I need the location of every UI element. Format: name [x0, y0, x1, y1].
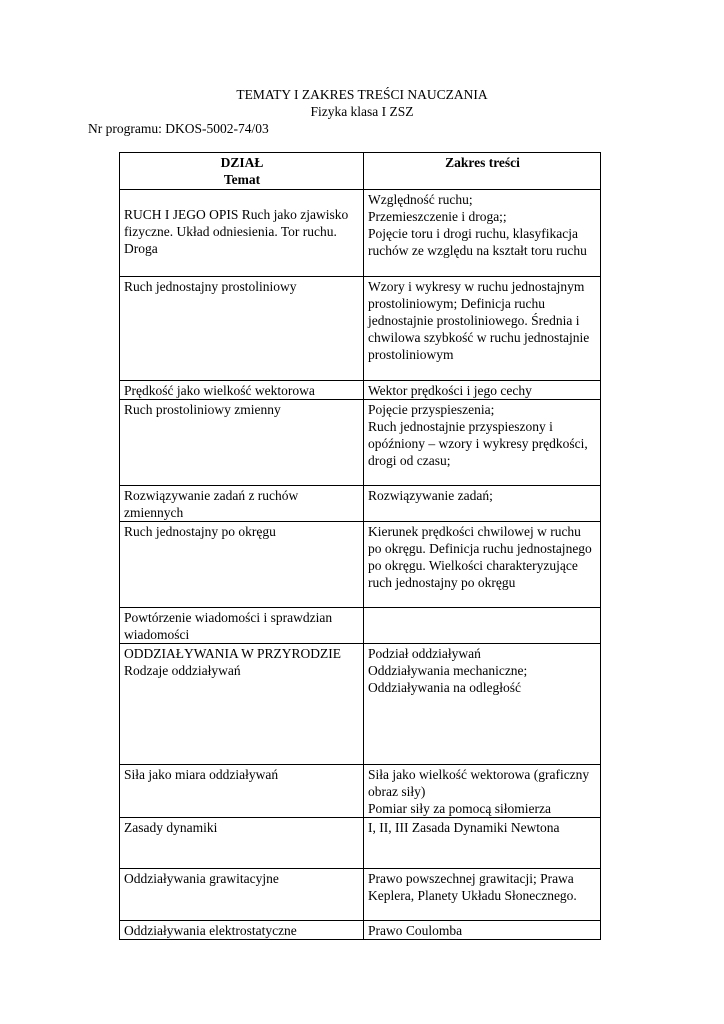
- table-row: [120, 921, 601, 940]
- zakres-cell: Wzory i wykresy w ruchu jednostajnym prostoliniowym; Definicja ruchu jednostajnie prostoliniowego. Średnia i chwilowa szybkość w ruchu jednostajnie prostoliniowym: [364, 277, 601, 381]
- zakres-cell: Rozwiązywanie zadań;: [364, 486, 601, 522]
- table-row: [120, 522, 601, 608]
- temat-cell: Siła jako miara oddziaływań: [120, 765, 364, 818]
- table-row: [120, 381, 601, 400]
- table-row: [120, 400, 601, 486]
- temat-cell: Zasady dynamiki: [120, 818, 364, 869]
- temat-cell: Oddziaływania elektrostatyczne: [120, 921, 364, 940]
- zakres-cell: Siła jako wielkość wektorowa (graficzny obraz siły) Pomiar siły za pomocą siłomierza: [364, 765, 601, 818]
- temat-cell: ODDZIAŁYWANIA W PRZYRODZIE Rodzaje oddziaływań: [120, 644, 364, 765]
- table-row: [120, 869, 601, 921]
- zakres-cell: [364, 608, 601, 644]
- header-dzial-temat: [120, 153, 364, 190]
- zakres-cell: Względność ruchu; Przemieszczenie i droga;; Pojęcie toru i drogi ruchu, klasyfikacja ruchów ze względu na kształt toru ruchu: [364, 190, 601, 277]
- header-temat: Temat: [223, 172, 261, 187]
- zakres-cell: Kierunek prędkości chwilowej w ruchu po okręgu. Definicja ruchu jednostajnego po okręgu. Wielkości charakteryzujące ruch jednostajny po okręgu: [364, 522, 601, 608]
- table-row: [120, 486, 601, 522]
- temat-cell: Ruch prostoliniowy zmienny: [120, 400, 364, 486]
- table-row: [120, 765, 601, 818]
- temat-cell: Ruch jednostajny prostoliniowy: [120, 277, 364, 381]
- table-header-row: [120, 153, 601, 190]
- header-dzial: DZIAŁ: [220, 155, 264, 170]
- zakres-cell: Pojęcie przyspieszenia; Ruch jednostajnie przyspieszony i opóźniony – wzory i wykresy prędkości, drogi od czasu;: [364, 400, 601, 486]
- document-title: TEMATY I ZAKRES TREŚCI NAUCZANIA: [236, 87, 488, 102]
- temat-cell: Powtórzenie wiadomości i sprawdzian wiadomości: [120, 608, 364, 644]
- program-number: Nr programu: DKOS-5002-74/03: [88, 121, 269, 136]
- zakres-cell: Prawo Coulomba: [364, 921, 601, 940]
- table-row: [120, 277, 601, 381]
- table-row: [120, 190, 601, 277]
- curriculum-table: [119, 152, 601, 940]
- temat-cell: Prędkość jako wielkość wektorowa: [120, 381, 364, 400]
- document-subtitle: Fizyka klasa I ZSZ: [310, 104, 414, 119]
- temat-cell: Oddziaływania grawitacyjne: [120, 869, 364, 921]
- temat-cell: Ruch jednostajny po okręgu: [120, 522, 364, 608]
- header-zakres-tresci: Zakres treści: [364, 153, 601, 190]
- table-row: [120, 818, 601, 869]
- zakres-cell: Prawo powszechnej grawitacji; Prawa Keplera, Planety Układu Słonecznego.: [364, 869, 601, 921]
- zakres-cell: Podział oddziaływań Oddziaływania mechaniczne; Oddziaływania na odległość: [364, 644, 601, 765]
- table-row: [120, 644, 601, 765]
- table-row: [120, 608, 601, 644]
- zakres-cell: Wektor prędkości i jego cechy: [364, 381, 601, 400]
- temat-cell: Rozwiązywanie zadań z ruchów zmiennych: [120, 486, 364, 522]
- temat-cell: RUCH I JEGO OPIS Ruch jako zjawisko fizyczne. Układ odniesienia. Tor ruchu. Droga: [120, 190, 364, 277]
- zakres-cell: I, II, III Zasada Dynamiki Newtona: [364, 818, 601, 869]
